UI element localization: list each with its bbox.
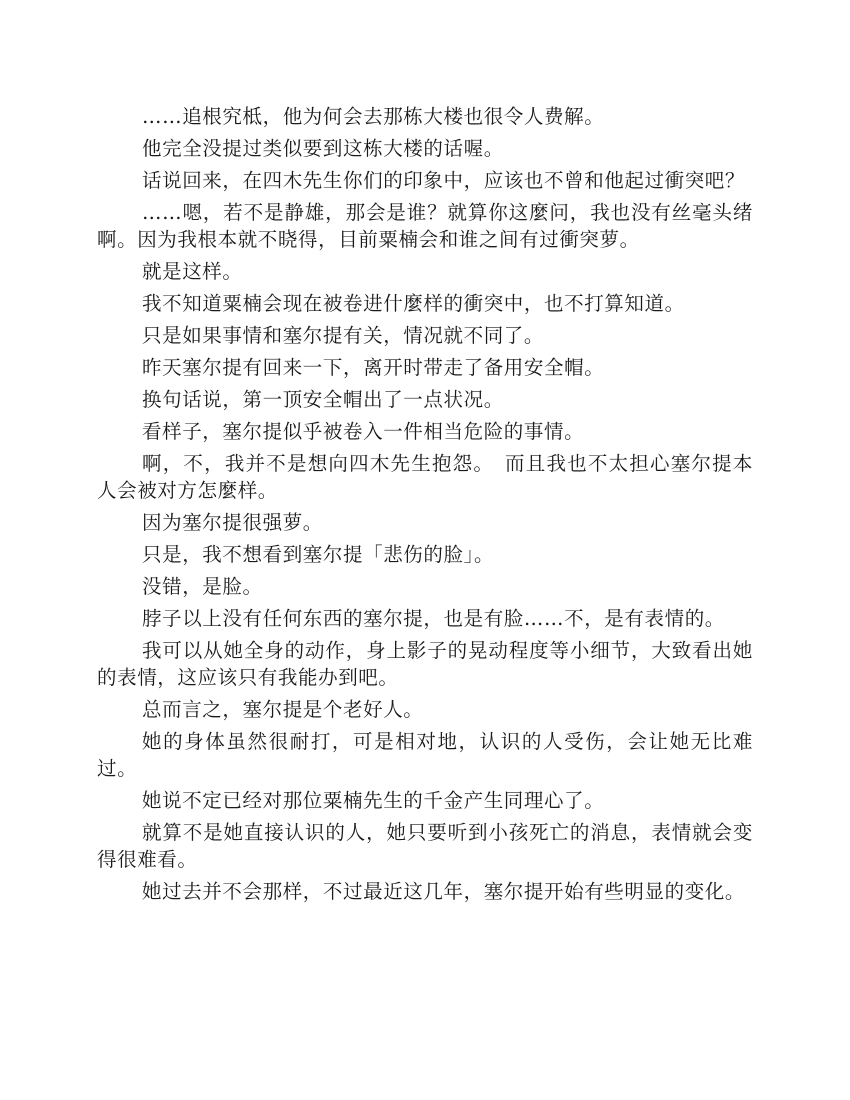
paragraph: 我不知道粟楠会现在被卷进什麼样的衝突中，也不打算知道。 [142, 292, 685, 315]
paragraph: 他完全没提过类似要到这栋大楼的话喔。 [142, 137, 504, 160]
paragraph: 她过去并不会那样，不过最近这几年，塞尔提开始有些明显的变化。 [142, 880, 746, 903]
paragraph: 她的身体虽然很耐打，可是相对地，认识的人受伤，会让她无比难过。 [97, 730, 753, 780]
paragraph: 就是这样。 [142, 260, 243, 283]
paragraph: 我可以从她全身的动作，身上影子的晃动程度等小细节，大致看出她的表情，这应该只有我能办到吧。 [97, 639, 753, 689]
paragraph: 看样子，塞尔提似乎被卷入一件相当危险的事情。 [142, 420, 585, 443]
paragraph: ……追根究柢，他为何会去那栋大楼也很令人费解。 [142, 105, 605, 128]
paragraph: 只是，我不想看到塞尔提「悲伤的脸」。 [142, 543, 495, 566]
paragraph: 啊，不，我并不是想向四木先生抱怨。 而且我也不太担心塞尔提本人会被对方怎麼样。 [97, 452, 753, 502]
paragraph: 没错，是脸。 [142, 575, 263, 598]
paragraph: 就算不是她直接认识的人，她只要听到小孩死亡的消息，表情就会变得很难看。 [97, 821, 753, 871]
paragraph: 脖子以上没有任何东西的塞尔提，也是有脸……不，是有表情的。 [142, 607, 725, 630]
paragraph: 总而言之，塞尔提是个老好人。 [142, 698, 424, 721]
paragraph: ……嗯，若不是静雄，那会是谁？就算你这麼问，我也没有丝毫头绪啊。因为我根本就不晓得，目前粟楠会和谁之间有过衝突萝。 [97, 201, 753, 251]
paragraph: 换句话说，第一顶安全帽出了一点状况。 [142, 388, 504, 411]
paragraph: 因为塞尔提很强萝。 [142, 511, 323, 534]
paragraph: 她说不定已经对那位粟楠先生的千金产生同理心了。 [142, 789, 605, 812]
paragraph: 只是如果事情和塞尔提有关，情况就不同了。 [142, 324, 545, 347]
paragraph: 昨天塞尔提有回来一下，离开时带走了备用安全帽。 [142, 356, 605, 379]
document-page [97, 103, 753, 910]
paragraph: 话说回来，在四木先生你们的印象中，应该也不曾和他起过衝突吧？ [142, 169, 746, 192]
